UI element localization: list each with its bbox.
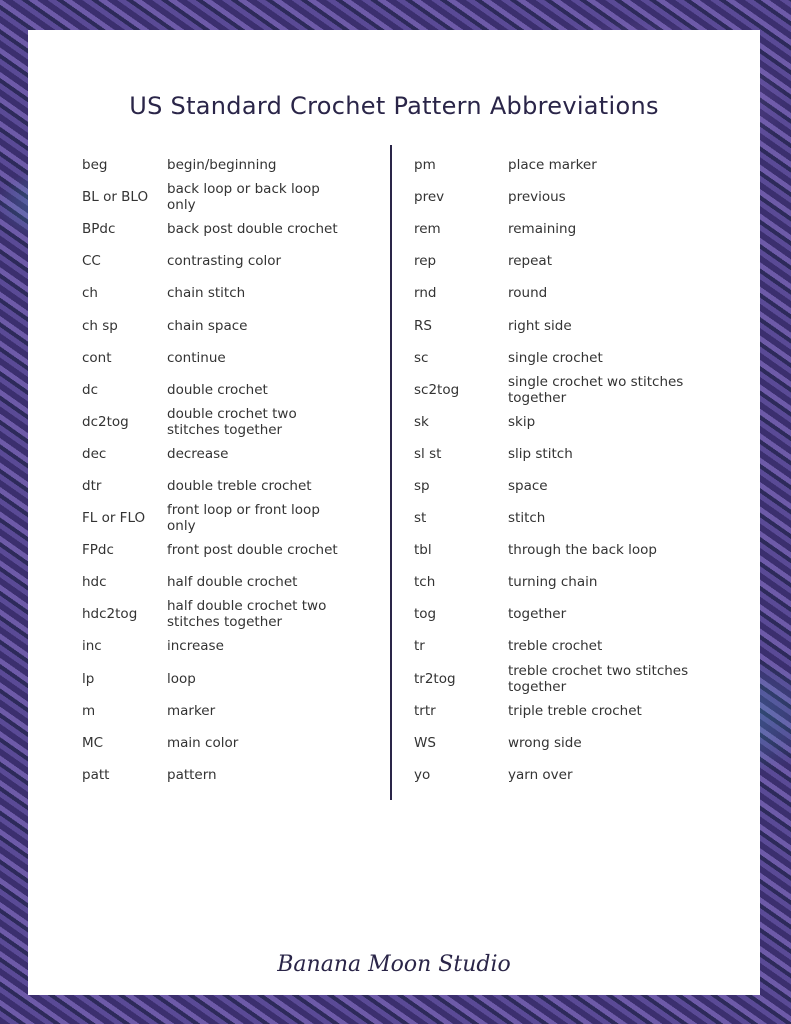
definition: single crochet wo stitches together xyxy=(508,373,684,406)
definition: yarn over xyxy=(508,766,573,783)
abbreviation-row xyxy=(82,309,352,341)
abbreviation: tr xyxy=(414,638,425,655)
definition: treble crochet xyxy=(508,638,603,655)
definition: previous xyxy=(508,189,566,206)
definition: increase xyxy=(167,638,224,655)
abbreviations-right-column xyxy=(414,149,693,791)
abbreviation: dc xyxy=(82,381,98,398)
abbreviation: sl st xyxy=(414,445,442,462)
abbreviation-row xyxy=(414,277,693,309)
abbreviation-row xyxy=(82,695,352,727)
abbreviation-row xyxy=(414,663,693,695)
definition: double treble crochet xyxy=(167,477,312,494)
abbreviation-row xyxy=(82,630,352,662)
abbreviation: dec xyxy=(82,445,107,462)
definition: together xyxy=(508,606,567,623)
abbreviation-row xyxy=(82,534,352,566)
definition: slip stitch xyxy=(508,445,573,462)
abbreviation: st xyxy=(414,510,427,527)
abbreviation: sc xyxy=(414,349,429,366)
abbreviation-row xyxy=(414,502,693,534)
abbreviation: FL or FLO xyxy=(82,510,146,527)
definition: remaining xyxy=(508,221,577,238)
definition: treble crochet two stitches together xyxy=(508,662,689,695)
definition: front post double crochet xyxy=(167,542,338,559)
studio-logo: Banana Moon Studio xyxy=(277,952,511,977)
abbreviation: rnd xyxy=(414,285,437,302)
definition: wrong side xyxy=(508,734,582,751)
abbreviation-row xyxy=(82,502,352,534)
definition: stitch xyxy=(508,510,546,527)
abbreviation: m xyxy=(82,702,96,719)
abbreviation-row xyxy=(414,309,693,341)
abbreviation-row xyxy=(82,277,352,309)
abbreviation: trtr xyxy=(414,702,436,719)
definition: continue xyxy=(167,349,226,366)
abbreviation-row xyxy=(82,438,352,470)
definition: loop xyxy=(167,670,196,687)
definition: double crochet two stitches together xyxy=(167,405,297,438)
abbreviation-row xyxy=(414,534,693,566)
definition: right side xyxy=(508,317,572,334)
abbreviation-row xyxy=(414,213,693,245)
page-title: US Standard Crochet Pattern Abbreviations xyxy=(129,92,659,120)
abbreviation: sk xyxy=(414,413,429,430)
abbreviation: inc xyxy=(82,638,102,655)
abbreviation-row xyxy=(82,727,352,759)
definition: chain stitch xyxy=(167,285,246,302)
abbreviation-row xyxy=(414,695,693,727)
abbreviation: beg xyxy=(82,157,108,174)
definition: pattern xyxy=(167,766,217,783)
definition: skip xyxy=(508,413,536,430)
abbreviation-row xyxy=(82,181,352,213)
abbreviation: lp xyxy=(82,670,95,687)
abbreviation-row xyxy=(414,149,693,181)
definition: place marker xyxy=(508,157,597,174)
abbreviation-row xyxy=(414,630,693,662)
abbreviation: FPdc xyxy=(82,542,114,559)
abbreviation-row xyxy=(414,181,693,213)
abbreviation: rep xyxy=(414,253,437,270)
abbreviation: dc2tog xyxy=(82,413,129,430)
abbreviation-row xyxy=(414,374,693,406)
abbreviation: yo xyxy=(414,766,431,783)
abbreviation: WS xyxy=(414,734,436,751)
abbreviation: CC xyxy=(82,253,101,270)
definition: back post double crochet xyxy=(167,221,338,238)
abbreviation-row xyxy=(82,245,352,277)
definition: repeat xyxy=(508,253,553,270)
definition: round xyxy=(508,285,548,302)
abbreviation: tog xyxy=(414,606,437,623)
abbreviation-row xyxy=(414,566,693,598)
definition: triple treble crochet xyxy=(508,702,642,719)
abbreviation: dtr xyxy=(82,477,102,494)
abbreviation: prev xyxy=(414,189,445,206)
abbreviation: tbl xyxy=(414,542,432,559)
column-divider xyxy=(390,145,392,800)
abbreviation-row xyxy=(414,759,693,791)
definition: back loop or back loop only xyxy=(167,181,320,214)
abbreviation-row xyxy=(414,598,693,630)
abbreviation-row xyxy=(82,149,352,181)
abbreviation-row xyxy=(82,470,352,502)
abbreviation: BL or BLO xyxy=(82,189,149,206)
abbreviation: sc2tog xyxy=(414,381,460,398)
definition: chain space xyxy=(167,317,248,334)
abbreviation: tch xyxy=(414,574,436,591)
abbreviation: cont xyxy=(82,349,112,366)
definition: double crochet xyxy=(167,381,268,398)
abbreviation: pm xyxy=(414,157,436,174)
definition: half double crochet xyxy=(167,574,298,591)
abbreviation-row xyxy=(414,342,693,374)
abbreviation-row xyxy=(82,598,352,630)
abbreviations-left-column xyxy=(82,149,352,791)
definition: contrasting color xyxy=(167,253,282,270)
abbreviation-row xyxy=(82,759,352,791)
abbreviation-row xyxy=(414,727,693,759)
abbreviation-row xyxy=(82,406,352,438)
abbreviation-row xyxy=(414,438,693,470)
abbreviation: ch xyxy=(82,285,98,302)
abbreviation-row xyxy=(82,213,352,245)
abbreviation: patt xyxy=(82,766,110,783)
abbreviation-row xyxy=(414,470,693,502)
abbreviation-row xyxy=(414,406,693,438)
abbreviation: sp xyxy=(414,477,430,494)
definition: half double crochet two stitches together xyxy=(167,598,327,631)
abbreviation: hdc2tog xyxy=(82,606,138,623)
abbreviation-row xyxy=(414,245,693,277)
abbreviations-sheet xyxy=(28,30,760,995)
abbreviation: MC xyxy=(82,734,104,751)
abbreviation: tr2tog xyxy=(414,670,456,687)
definition: begin/beginning xyxy=(167,157,277,174)
abbreviation-row xyxy=(82,342,352,374)
abbreviation-row xyxy=(82,663,352,695)
definition: single crochet xyxy=(508,349,603,366)
definition: turning chain xyxy=(508,574,598,591)
abbreviation: RS xyxy=(414,317,432,334)
definition: through the back loop xyxy=(508,542,657,559)
definition: main color xyxy=(167,734,239,751)
abbreviation-row xyxy=(82,374,352,406)
definition: decrease xyxy=(167,445,229,462)
abbreviation: hdc xyxy=(82,574,107,591)
definition: space xyxy=(508,477,548,494)
definition: front loop or front loop only xyxy=(167,502,320,535)
definition: marker xyxy=(167,702,216,719)
abbreviation: rem xyxy=(414,221,441,238)
abbreviation: BPdc xyxy=(82,221,116,238)
abbreviation-row xyxy=(82,566,352,598)
abbreviation: ch sp xyxy=(82,317,118,334)
